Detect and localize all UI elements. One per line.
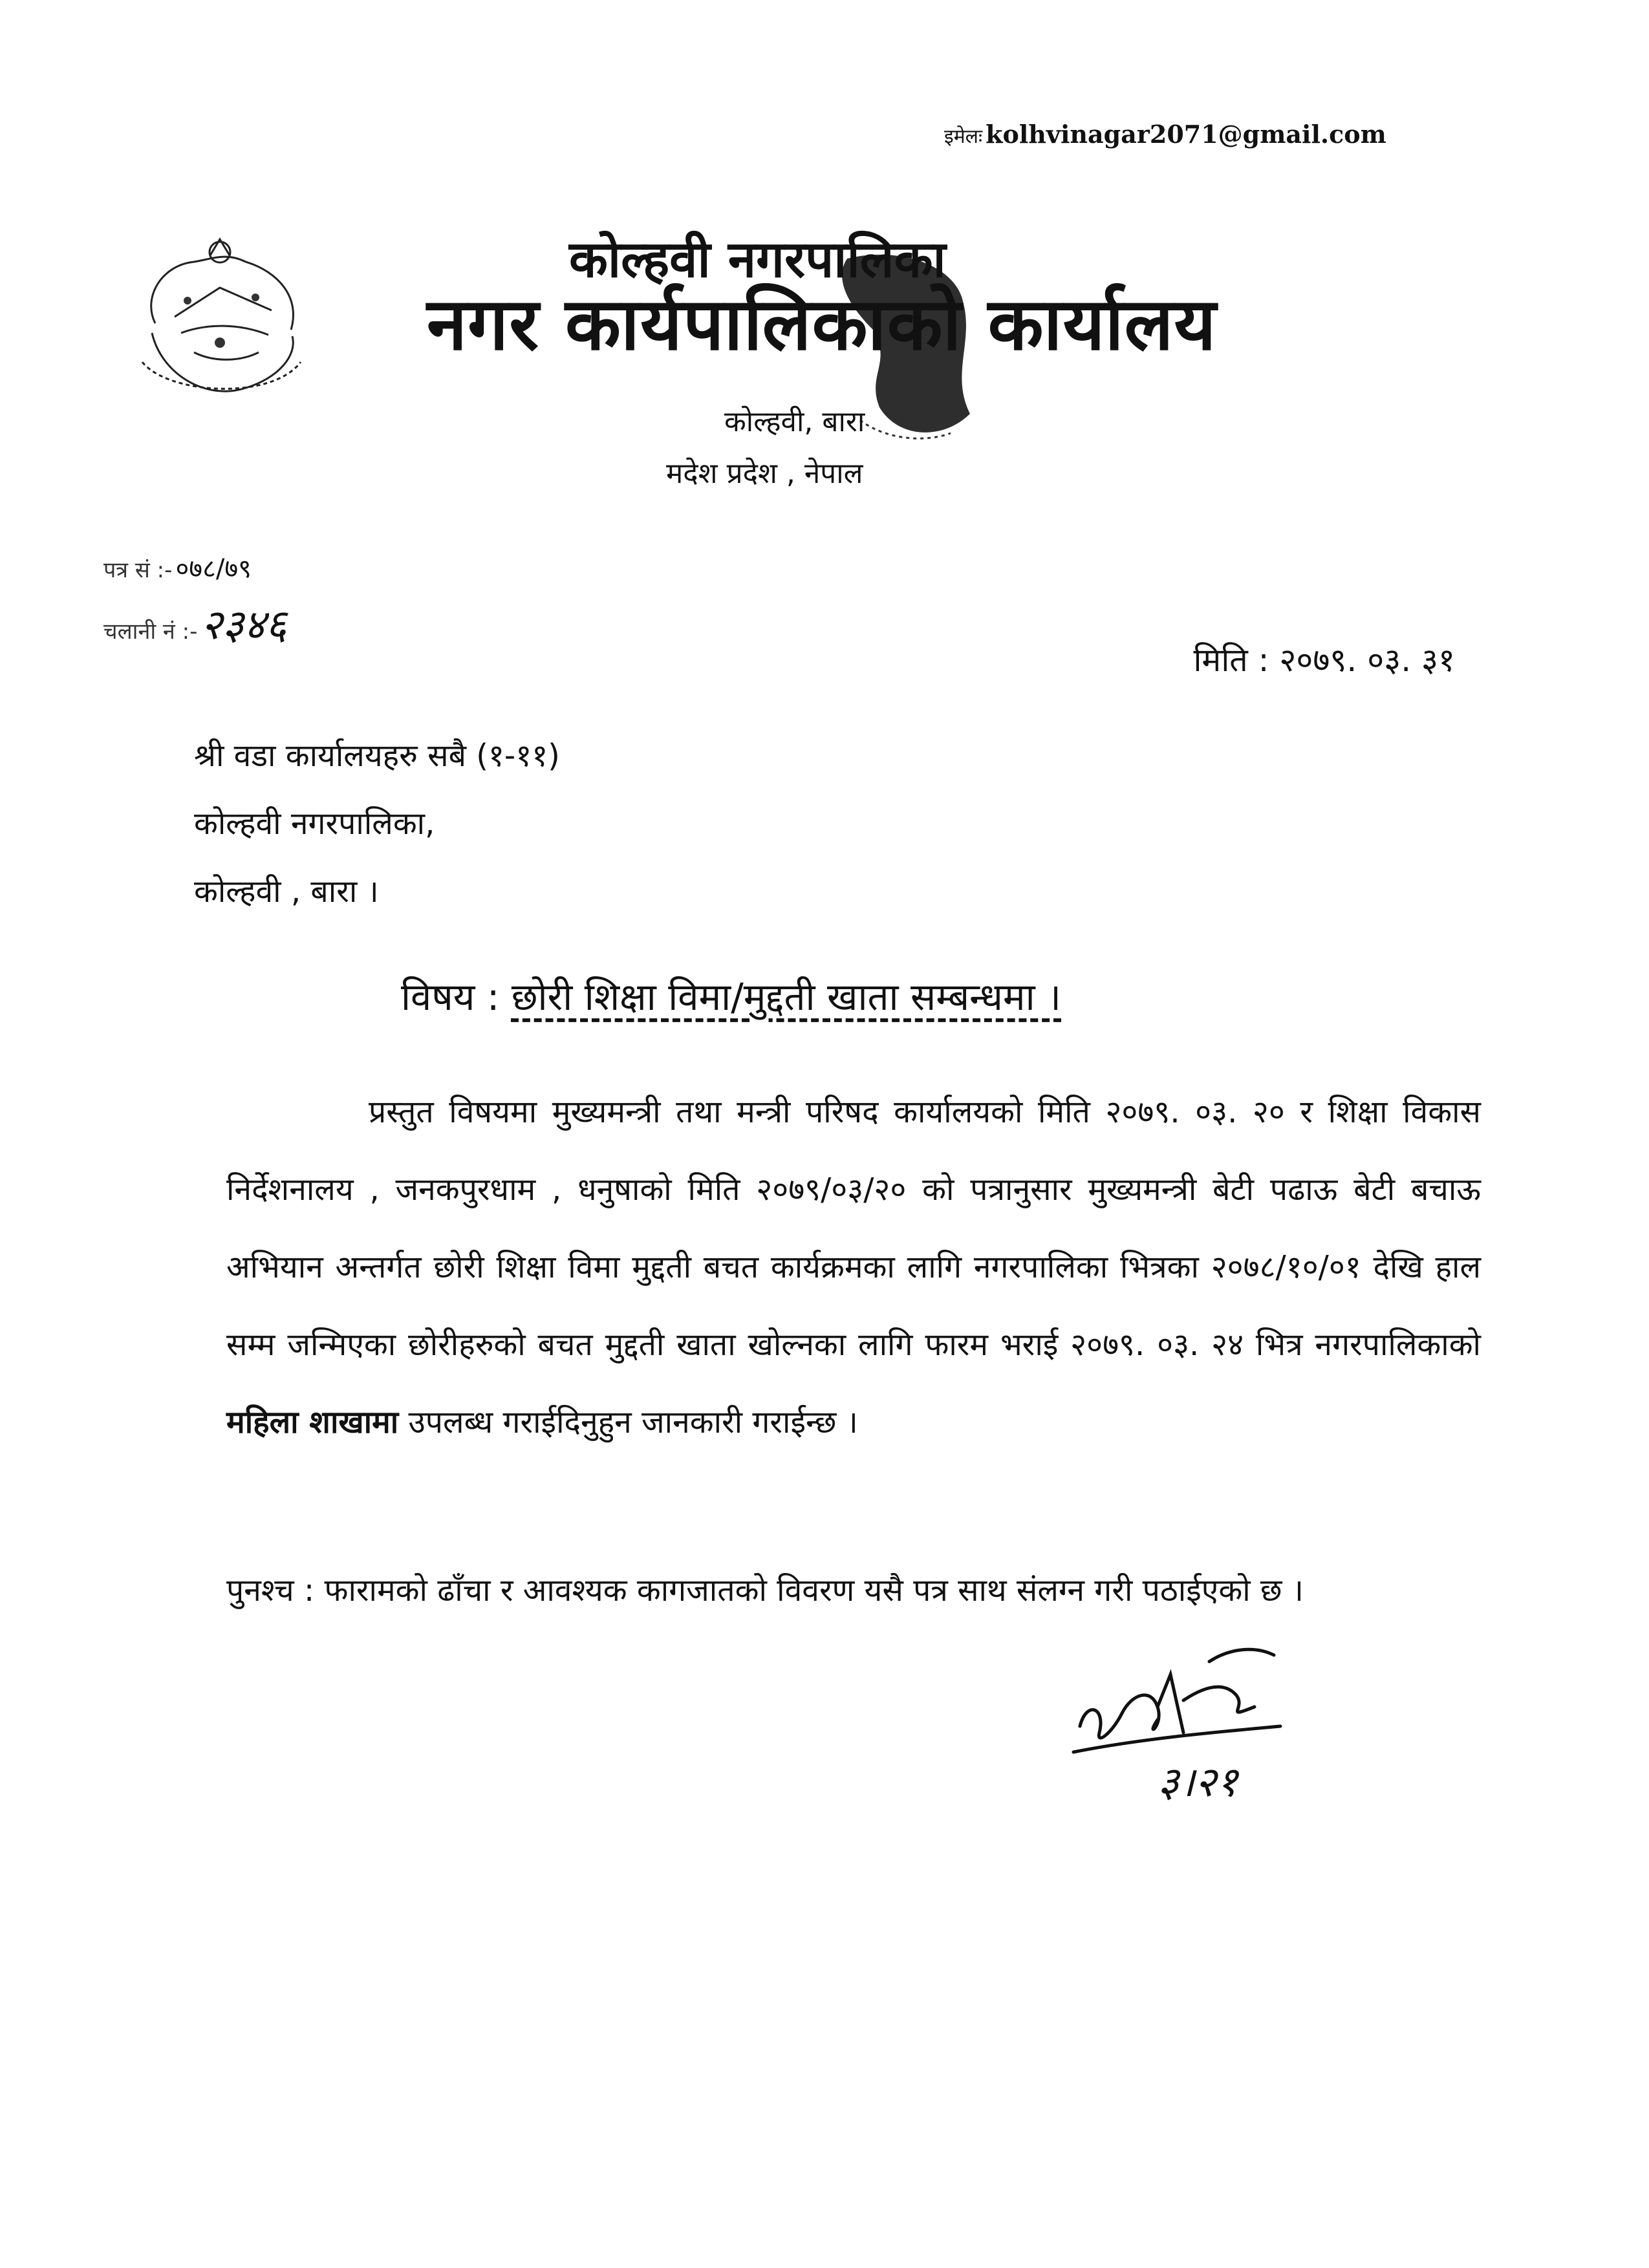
letter-date: मिति : २०७९. ०३. ३१ (1193, 641, 1455, 679)
recipient-line-2: कोल्हवी नगरपालिका, (194, 806, 435, 842)
address-line-2: मदेश प्रदेश , नेपाल (666, 457, 863, 490)
email-address: kolhvinagar2071@gmail.com (986, 120, 1386, 149)
letter-number (103, 550, 252, 585)
signature-number: ३।२१ (1158, 1759, 1238, 1806)
email-label: इमेलः (944, 125, 983, 148)
body-text-end: उपलब्ध गराईदिनुहुन जानकारी गराईन्छ । (408, 1404, 858, 1440)
body-bold-text: महिला शाखामा (226, 1404, 399, 1440)
dispatch-number-label: चलानी नं :- (103, 619, 198, 645)
letter-number-label: पत्र सं :- (103, 557, 173, 583)
recipient-line-1: श्री वडा कार्यालयहरु सबै (१-११) (194, 738, 560, 774)
dispatch-number (103, 595, 287, 651)
email-line (944, 120, 1386, 149)
government-emblem-icon (116, 226, 323, 420)
body-text: प्रस्तुत विषयमा मुख्यमन्त्री तथा मन्त्री परिषद कार्यालयको मिति २०७९. ०३. २० र शिक्षा विकास निर्देशनालय , जनकपुरधाम , धनुषाको मिति २०७९/०३/२० को पत्रानुसार मुख्यमन्त्री बेटी पढाऊ बेटी बचाऊ अभियान अन्तर्गत छोरी शिक्षा विमा मुद्दती बचत कार्यक्रमका लागि नगरपालिका भित्रका २०७८/१०/०१ देखि हाल सम्म जन्मिएका छोरीहरुको बचत मुद्दती खाता खोल्नका लागि फारम भराई २०७९. ०३. २४ भित्र नगरपालिकाको (226, 1094, 1481, 1363)
postscript: पुनश्च : फारामको ढाँचा र आवश्यक कागजातको विवरण यसै पत्र साथ संलग्न गरी पठाईएको छ । (226, 1572, 1304, 1609)
subject-label: विषय : (401, 975, 500, 1019)
subject-line (401, 970, 1061, 1021)
signature-icon (1061, 1636, 1306, 1843)
body-paragraph (226, 1073, 1481, 1461)
subject-text: छोरी शिक्षा विमा/मुद्दती खाता सम्बन्धमा । (511, 975, 1062, 1019)
letter-number-value: ०७८/७९ (175, 554, 252, 584)
dispatch-number-value: २३४६ (200, 601, 287, 649)
address-line-1: कोल्हवी, बारा (724, 405, 865, 438)
recipient-line-3: कोल्हवी , बारा । (194, 873, 379, 910)
municipality-name: कोल्हवी नगरपालिका (569, 231, 946, 289)
office-title: नगर कार्यपालिकाको कार्यालय (427, 283, 1217, 367)
